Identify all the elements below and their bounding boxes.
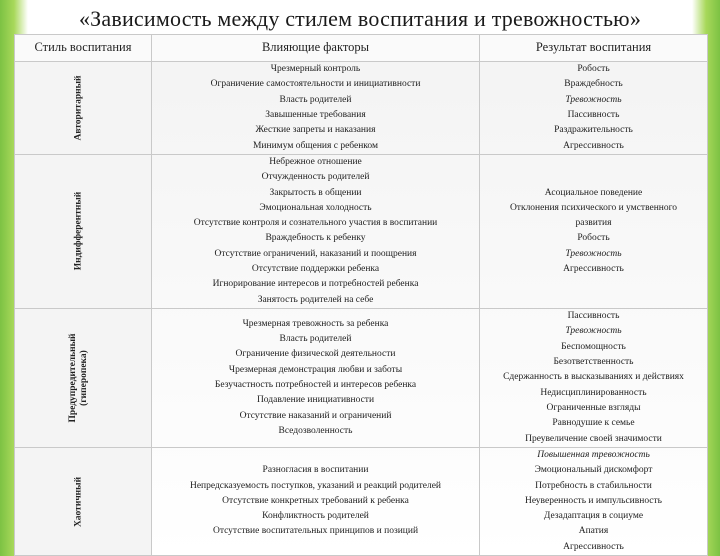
factors-cell — [152, 155, 480, 309]
list-item: Пассивность — [567, 311, 620, 322]
style-label: Индифферентный — [73, 192, 84, 271]
list-item: Чрезмерная демонстрация любви и заботы — [228, 364, 403, 375]
list-item: Подавление инициативности — [256, 395, 375, 406]
header-row — [15, 35, 708, 62]
list-item: Безучастность потребностей и интересов ребенка — [214, 379, 417, 390]
list-item: Агрессивность — [563, 541, 624, 552]
list-item: Раздражительность — [554, 125, 633, 136]
list-item: Недисциплинированность — [540, 387, 647, 398]
list-item: Отсутствие поддержки ребенка — [251, 264, 380, 275]
list-item: Завышенные требования — [265, 110, 366, 120]
list-item: Робость — [577, 64, 610, 75]
style-cell-authoritarian — [15, 62, 152, 155]
header-style: Стиль воспитания — [15, 35, 152, 62]
list-item: Беспомощность — [561, 341, 626, 352]
header-factors: Влияющие факторы — [152, 35, 480, 62]
header-result: Результат воспитания — [480, 35, 708, 62]
list-item: Равнодушие к семье — [552, 418, 635, 429]
list-item: Игнорирование интересов и потребностей ребенка — [212, 279, 419, 290]
list-item: Тревожность — [565, 248, 622, 259]
list-item: Отсутствие наказаний и ограничений — [239, 410, 392, 421]
list-item: Ограничение самостоятельности и инициативности — [210, 79, 421, 90]
list-item: Пассивность — [567, 110, 620, 120]
list-item: Враждебность к ребенку — [265, 233, 366, 244]
style-cell-chaotic — [15, 447, 152, 555]
list-item: Вседозволенность — [278, 425, 353, 436]
list-item: Агрессивность — [563, 264, 624, 275]
style-label: Авторитарный — [73, 75, 84, 141]
list-item: Преувеличение своей значимости — [525, 433, 662, 444]
factors-cell — [152, 62, 480, 155]
list-item: Потребность в стабильности — [535, 480, 652, 491]
list-item: Отсутствие контроля и сознательного участия в воспитании — [193, 218, 438, 229]
list-item: Ограничение физической деятельности — [235, 349, 396, 360]
style-cell-indifferent — [15, 155, 152, 309]
list-item: Робость — [577, 233, 610, 244]
results-cell — [480, 62, 708, 155]
results-cell — [480, 447, 708, 555]
list-item: Власть родителей — [279, 94, 352, 105]
list-item: Чрезмерная тревожность за ребенка — [242, 318, 389, 329]
list-item: Повышенная тревожность — [537, 449, 650, 460]
style-label: Предупредительный (гиперопека) — [68, 333, 89, 423]
list-item: Агрессивность — [563, 140, 624, 151]
style-cell-protective — [15, 308, 152, 447]
table-row — [15, 62, 708, 155]
list-item: Тревожность — [565, 326, 622, 337]
list-item: Тревожность — [565, 94, 622, 105]
list-item: Сдержанность в высказываниях и действиях — [503, 372, 684, 383]
results-cell — [480, 308, 708, 447]
list-item: Небрежное отношение — [269, 157, 362, 167]
list-item: Чрезмерный контроль — [270, 64, 361, 75]
list-item: Отсутствие конкретных требований к ребенка — [222, 495, 409, 506]
table-row — [15, 447, 708, 555]
list-item: Конфликтность родителей — [262, 511, 369, 522]
table-row — [15, 155, 708, 309]
list-item: Занятость родителей на себе — [257, 294, 374, 305]
factors-cell — [152, 447, 480, 555]
slide-title: «Зависимость между стилем воспитания и тревожностью» — [78, 6, 642, 31]
style-anxiety-table — [14, 34, 708, 556]
list-item: Разногласия в воспитании — [262, 465, 369, 476]
list-item: Власть родителей — [279, 334, 352, 345]
list-item: Безответственность — [553, 357, 634, 368]
list-item: Эмоциональный дискомфорт — [534, 465, 653, 476]
list-item: Эмоциональная холодность — [259, 202, 372, 213]
list-item: Отчужденность родителей — [261, 172, 370, 183]
list-item: Апатия — [578, 526, 609, 537]
list-item: Отклонения психического и умственного — [509, 202, 678, 213]
results-cell — [480, 155, 708, 309]
list-item: Отсутствие воспитательных принципов и позиций — [212, 526, 419, 537]
style-label: Хаотичный — [73, 476, 84, 527]
list-item: Дезадаптация в социуме — [543, 511, 644, 522]
list-item: Отсутствие ограничений, наказаний и поощрения — [214, 248, 417, 259]
list-item: Неуверенность и импульсивность — [524, 495, 663, 506]
list-item: Ограниченные взгляды — [546, 402, 641, 413]
list-item: Враждебность — [564, 79, 623, 90]
list-item: Непредсказуемость поступков, указаний и реакций родителей — [189, 480, 442, 491]
table-row — [15, 308, 708, 447]
list-item: Жесткие запреты и наказания — [255, 125, 376, 136]
list-item: развития — [575, 218, 612, 229]
factors-cell — [152, 308, 480, 447]
list-item: Закрытость в общении — [269, 187, 362, 198]
list-item: Асоциальное поведение — [544, 187, 643, 198]
list-item: Минимум общения с ребенком — [252, 140, 379, 151]
